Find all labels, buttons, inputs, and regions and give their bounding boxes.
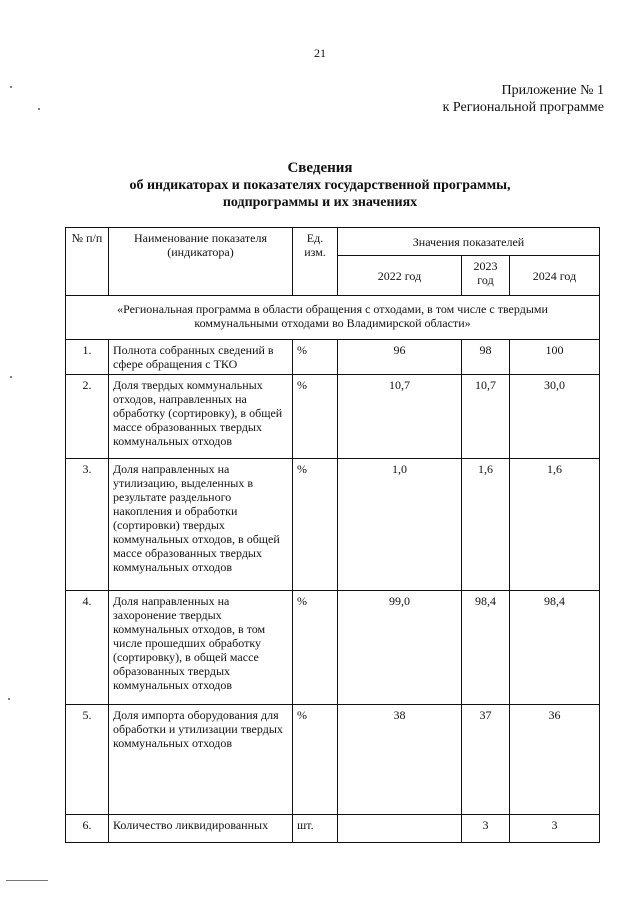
appendix-line-2: к Региональной программе bbox=[442, 100, 604, 115]
row-num: 4. bbox=[66, 591, 109, 705]
row-value-2023: 3 bbox=[462, 815, 510, 843]
row-unit: % bbox=[293, 591, 338, 705]
row-name: Доля направленных на утилизацию, выделенных в результате раздельного накопления и обработки (сортировки) твердых коммунальных отходов, в общей массе образованных твердых коммунальных отходов bbox=[109, 459, 293, 591]
row-value-2024: 100 bbox=[510, 340, 600, 375]
heading-title: Сведения bbox=[287, 160, 353, 176]
appendix-line-1: Приложение № 1 bbox=[501, 83, 604, 98]
row-unit: % bbox=[293, 705, 338, 815]
row-value-2024: 98,4 bbox=[510, 591, 600, 705]
row-value-2024: 36 bbox=[510, 705, 600, 815]
row-unit: шт. bbox=[293, 815, 338, 843]
header-values: Значения показателей bbox=[338, 228, 600, 256]
row-name: Доля импорта оборудования для обработки и утилизации твердых коммунальных отходов bbox=[109, 705, 293, 815]
table-header-row bbox=[66, 228, 600, 256]
row-value-2022: 96 bbox=[338, 340, 462, 375]
heading-subtitle-2: подпрограммы и их значениях bbox=[222, 195, 418, 210]
indicators-table bbox=[65, 227, 600, 843]
row-value-2022: 10,7 bbox=[338, 375, 462, 459]
row-value-2022 bbox=[338, 815, 462, 843]
appendix-note bbox=[443, 82, 604, 116]
scan-speck bbox=[10, 376, 12, 378]
row-value-2023: 1,6 bbox=[462, 459, 510, 591]
header-year-2024: 2024 год bbox=[510, 256, 600, 296]
row-unit: % bbox=[293, 375, 338, 459]
header-year-2023: 2023 год bbox=[462, 256, 510, 296]
row-value-2024: 3 bbox=[510, 815, 600, 843]
scan-speck bbox=[10, 86, 12, 88]
scan-speck bbox=[38, 108, 40, 110]
header-year-2022: 2022 год bbox=[338, 256, 462, 296]
scan-edge-line bbox=[6, 880, 48, 881]
row-name: Доля направленных на захоронение твердых коммунальных отходов, в том числе прошедших обработку (сортировку), в общей массе образованных твердых коммунальных отходов bbox=[109, 591, 293, 705]
row-value-2022: 38 bbox=[338, 705, 462, 815]
page-number: 21 bbox=[314, 46, 326, 60]
header-unit: Ед. изм. bbox=[293, 228, 338, 296]
table-row bbox=[66, 459, 600, 591]
row-unit: % bbox=[293, 459, 338, 591]
header-name: Наименование показателя (индикатора) bbox=[109, 228, 293, 296]
header-num: № п/п bbox=[66, 228, 109, 296]
row-value-2024: 30,0 bbox=[510, 375, 600, 459]
program-title: «Региональная программа в области обращения с отходами, в том числе с твердыми коммунальными отходами во Владимирской области» bbox=[66, 296, 600, 340]
row-num: 6. bbox=[66, 815, 109, 843]
row-value-2023: 98 bbox=[462, 340, 510, 375]
row-num: 3. bbox=[66, 459, 109, 591]
program-title-row bbox=[66, 296, 600, 340]
row-value-2023: 10,7 bbox=[462, 375, 510, 459]
table-row bbox=[66, 375, 600, 459]
scan-speck bbox=[8, 698, 10, 700]
row-value-2022: 1,0 bbox=[338, 459, 462, 591]
row-value-2024: 1,6 bbox=[510, 459, 600, 591]
row-value-2022: 99,0 bbox=[338, 591, 462, 705]
table-row bbox=[66, 705, 600, 815]
row-num: 2. bbox=[66, 375, 109, 459]
table-row bbox=[66, 340, 600, 375]
row-value-2023: 37 bbox=[462, 705, 510, 815]
row-num: 5. bbox=[66, 705, 109, 815]
row-unit: % bbox=[293, 340, 338, 375]
document-heading bbox=[60, 160, 580, 211]
heading-subtitle-1: об индикаторах и показателях государственной программы, bbox=[129, 178, 511, 193]
row-name: Полнота собранных сведений в сфере обращения с ТКО bbox=[109, 340, 293, 375]
row-name: Количество ликвидированных bbox=[109, 815, 293, 843]
row-num: 1. bbox=[66, 340, 109, 375]
table-row bbox=[66, 591, 600, 705]
row-name: Доля твердых коммунальных отходов, направленных на обработку (сортировку), в общей массе образованных твердых коммунальных отходов bbox=[109, 375, 293, 459]
table-row bbox=[66, 815, 600, 843]
row-value-2023: 98,4 bbox=[462, 591, 510, 705]
